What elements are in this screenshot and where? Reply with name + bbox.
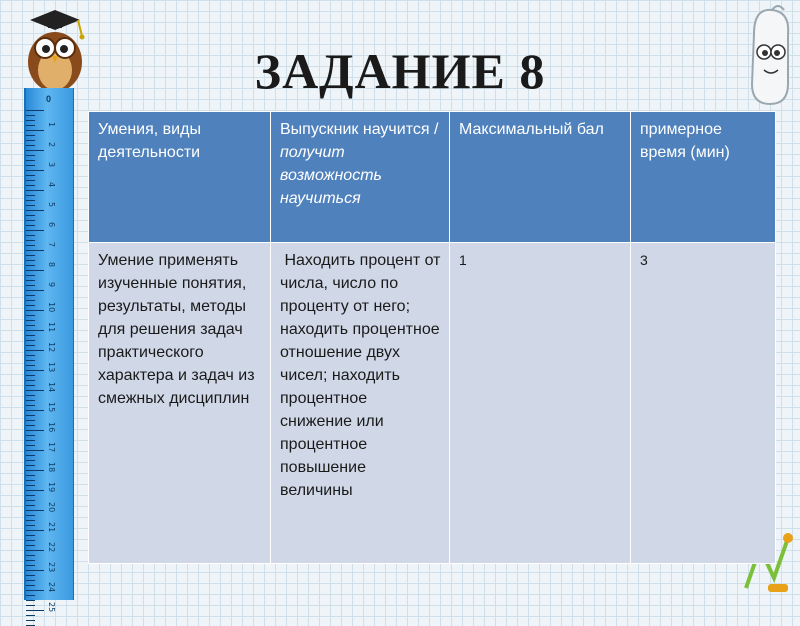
ruler-tick [26, 230, 44, 231]
table-row [89, 243, 776, 564]
ruler-tick [26, 120, 35, 121]
ruler-tick [26, 530, 44, 531]
ruler-tick [26, 210, 44, 211]
ruler-tick [26, 205, 35, 206]
ruler-tick [26, 550, 44, 551]
ruler-tick [26, 165, 35, 166]
task-table [88, 111, 776, 564]
table-header-row [89, 112, 776, 243]
ruler-tick [26, 275, 35, 276]
ruler-tick [26, 335, 35, 336]
ruler-decoration [24, 88, 74, 613]
header-outcome [271, 112, 450, 243]
ruler-tick [26, 340, 35, 341]
ruler-tick [26, 300, 35, 301]
ruler-tick [26, 560, 35, 561]
ruler-tick [26, 375, 35, 376]
ruler-tick [26, 485, 35, 486]
ruler-tick [26, 540, 35, 541]
ruler-tick [26, 180, 35, 181]
ruler-tick [26, 365, 35, 366]
ruler-number: 20 [47, 502, 56, 513]
ruler-tick [26, 155, 35, 156]
ruler-tick [26, 580, 35, 581]
cell-skill: Умение применять изученные понятия, результаты, методы для решения задач практического характера и задач из смежных дисциплин [89, 243, 271, 564]
ruler-tick [26, 350, 44, 351]
ruler-tick [26, 500, 35, 501]
ruler-tick [26, 245, 35, 246]
ruler-tick [26, 140, 35, 141]
ruler-number: 3 [47, 162, 56, 168]
ruler-tick [26, 600, 35, 601]
ruler-tick [26, 200, 35, 201]
ruler-tick [26, 145, 35, 146]
ruler-tick [26, 160, 35, 161]
ruler-number: 8 [47, 262, 56, 268]
ruler-tick [26, 290, 44, 291]
ruler-tick [26, 480, 35, 481]
ruler-tick [26, 320, 35, 321]
ruler-tick [26, 260, 35, 261]
slide-title: ЗАДАНИЕ 8 [254, 43, 546, 99]
header-skills-label: Умения, виды деятельности [98, 121, 201, 161]
ruler-tick [26, 440, 35, 441]
ruler-tick [26, 585, 35, 586]
ruler-tick [26, 415, 35, 416]
ruler-tick [26, 215, 35, 216]
header-time [631, 112, 776, 243]
ruler-tick [26, 135, 35, 136]
ruler-number: 11 [47, 322, 56, 333]
ruler-number: 25 [47, 602, 56, 613]
ruler-tick [26, 355, 35, 356]
ruler-tick [26, 305, 35, 306]
ruler-number: 4 [47, 182, 56, 188]
ruler-tick [26, 455, 35, 456]
ruler-number: 12 [47, 342, 56, 353]
ruler-tick [26, 310, 44, 311]
header-outcome-label: Выпускник научится / [280, 121, 439, 138]
ruler-tick [26, 445, 35, 446]
ruler-tick [26, 360, 35, 361]
ruler-tick [26, 380, 35, 381]
ruler-tick [26, 525, 35, 526]
ruler-tick [26, 110, 44, 111]
ruler-number: 21 [47, 522, 56, 533]
ruler-tick [26, 450, 44, 451]
ruler-tick [26, 570, 44, 571]
ruler-tick [26, 565, 35, 566]
ruler-number: 19 [47, 482, 56, 493]
ruler-number: 7 [47, 242, 56, 248]
ruler-tick [26, 510, 44, 511]
ruler-number: 13 [47, 362, 56, 373]
ruler-tick [26, 400, 35, 401]
cell-outcome: Находить процент от числа, число по проценту от него; находить процентное отношение двух чисел; находить процентное снижение или процентное повышение величины [271, 243, 450, 564]
ruler-number: 6 [47, 222, 56, 228]
ruler-tick [26, 605, 35, 606]
ruler-tick [26, 170, 44, 171]
ruler-number: 10 [47, 302, 56, 313]
ruler-tick [26, 220, 35, 221]
ruler-tick [26, 325, 35, 326]
ruler-tick [26, 465, 35, 466]
ruler-number: 9 [47, 282, 56, 288]
ruler-tick [26, 520, 35, 521]
ruler-tick [26, 435, 35, 436]
ruler-tick [26, 395, 35, 396]
ruler-tick [26, 255, 35, 256]
ruler-tick [26, 575, 35, 576]
ruler-tick [26, 280, 35, 281]
ruler-tick [26, 405, 35, 406]
ruler-tick [26, 490, 44, 491]
ruler-number: 16 [47, 422, 56, 433]
ruler-tick [26, 370, 44, 371]
ruler-number: 2 [47, 142, 56, 148]
ruler-tick [26, 240, 35, 241]
ruler-number: 5 [47, 202, 56, 208]
ruler-tick [26, 505, 35, 506]
ruler-number: 15 [47, 402, 56, 413]
ruler-tick [26, 590, 44, 591]
ruler-number: 1 [47, 122, 56, 128]
ruler-tick [26, 430, 44, 431]
header-max-score [450, 112, 631, 243]
ruler-tick [26, 425, 35, 426]
ruler-tick [26, 130, 44, 131]
ruler-tick [26, 235, 35, 236]
ruler-tick [26, 470, 44, 471]
ruler-tick [26, 475, 35, 476]
ruler-tick [26, 295, 35, 296]
ruler-tick [26, 495, 35, 496]
ruler-tick [26, 555, 35, 556]
ruler-number: 22 [47, 542, 56, 553]
header-skills [89, 112, 271, 243]
ruler-number: 23 [47, 562, 56, 573]
ruler-number: 17 [47, 442, 56, 453]
ruler-tick [26, 345, 35, 346]
header-max-score-label: Максимальный бал [459, 121, 604, 138]
ruler-tick [26, 610, 44, 611]
ruler-tick [26, 265, 35, 266]
ruler-tick [26, 115, 35, 116]
ruler-tick [26, 250, 44, 251]
ruler-tick [26, 420, 35, 421]
ruler-tick [26, 150, 44, 151]
ruler-tick [26, 390, 44, 391]
ruler-tick [26, 595, 35, 596]
ruler-tick [26, 460, 35, 461]
ruler-tick [26, 195, 35, 196]
ruler-tick [26, 225, 35, 226]
ruler-tick [26, 175, 35, 176]
ruler-tick [26, 330, 44, 331]
cell-time: 3 [631, 243, 776, 564]
ruler-tick [26, 185, 35, 186]
ruler-number: 18 [47, 462, 56, 473]
ruler-tick [26, 125, 35, 126]
ruler-tick [26, 385, 35, 386]
ruler-tick [26, 285, 35, 286]
ruler-tick [26, 315, 35, 316]
ruler-tick [26, 410, 44, 411]
ruler-tick [26, 615, 35, 616]
ruler-tick [26, 535, 35, 536]
header-outcome-italic: получит возможность научиться [280, 144, 382, 207]
header-time-label: примерное время (мин) [640, 121, 730, 161]
ruler-number: 14 [47, 382, 56, 393]
ruler-tick [26, 545, 35, 546]
ruler-top-label: 0 [46, 94, 52, 104]
ruler-tick [26, 270, 44, 271]
ruler-tick [26, 620, 35, 621]
ruler-tick [26, 190, 44, 191]
cell-max-score: 1 [450, 243, 631, 564]
ruler-number: 24 [47, 582, 56, 593]
ruler-tick [26, 515, 35, 516]
